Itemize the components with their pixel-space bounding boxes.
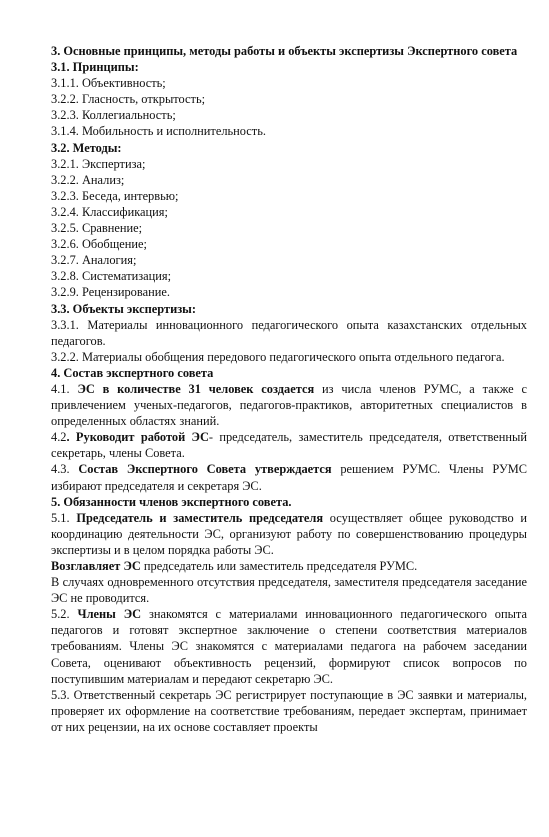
principle-item: 3.1.1. Объективность; [51, 76, 166, 91]
principle-item: 3.1.4. Мобильность и исполнительность. [51, 124, 266, 139]
principle-item: 3.2.2. Гласность, открытость; [51, 92, 206, 107]
paragraph-4-1: 4.1. ЭС в количестве 31 человек создается из числа членов РУМС, а также с привлечением ученых-педагогов, педагогов-практиков, авторитетных специалистов в определенных областях знаний. [51, 381, 527, 429]
section-3-heading: 3. Основные принципы, методы работы и объекты экспертизы Экспертного совета [51, 44, 518, 58]
paragraph-3-3-1: 3.3.1. Материалы инновационного педагогического опыта казахстанских отдельных педагогов. [51, 317, 527, 348]
method-item: 3.2.8. Систематизация; [51, 269, 172, 284]
principle-item: 3.2.3. Коллегиальность; [51, 108, 176, 123]
section-4-heading: 4. Состав экспертного совета [51, 365, 214, 380]
method-item: 3.2.5. Сравнение; [51, 221, 143, 236]
paragraph-5-2: 5.2. Члены ЭС знакомятся с материалами инновационного педагогического опыта педагогов и готовят экспертное заключение о степени соответствия материалов требованиям. Члены ЭС знакомятся с материалами педагога на рабочем заседании Совета, оценивают объективность рецензий, формируют список вопросов по поступившим материалам и передают секретарю ЭС. [51, 607, 527, 686]
paragraph-5-1-head: Возглавляет ЭС председатель или заместитель председателя РУМС. [51, 559, 418, 573]
method-item: 3.2.4. Классификация; [51, 204, 168, 219]
paragraph-5-3: 5.3. Ответственный секретарь ЭС регистрирует поступающие в ЭС заявки и материалы, проверяет их оформление на соответствие требованиям, передает экспертам, принимает от них рецензии, на их основе составляет проекты [51, 687, 527, 734]
method-item: 3.2.9. Рецензирование. [51, 285, 170, 300]
method-item: 3.2.2. Анализ; [51, 172, 125, 187]
method-item: 3.2.6. Обобщение; [51, 237, 147, 252]
paragraph-3-2-2: 3.2.2. Материалы обобщения передового педагогического опыта отдельного педагога. [51, 349, 505, 364]
section-3-3-heading: 3.3. Объекты экспертизы: [51, 301, 196, 316]
method-item: 3.2.3. Беседа, интервью; [51, 188, 179, 203]
paragraph-5-1: 5.1. Председатель и заместитель председателя осуществляет общее руководство и координацию деятельности ЭС, организуют работу по совершенствованию процедуры экспертизы и в целом порядка работы ЭС. [51, 510, 527, 557]
section-3-1-heading: 3.1. Принципы: [51, 60, 139, 75]
paragraph-5-1-absence: В случаях одновременного отсутствия председателя, заместителя председателя заседание ЭС не проводится. [51, 575, 527, 606]
method-item: 3.2.7. Аналогия; [51, 253, 137, 268]
section-3-2-heading: 3.2. Методы: [51, 140, 122, 155]
method-item: 3.2.1. Экспертиза; [51, 156, 146, 171]
paragraph-4-2: 4.2. Руководит работой ЭС- председатель, заместитель председателя, ответственный секретарь, члены Совета. [51, 430, 527, 461]
section-5-heading: 5. Обязанности членов экспертного совета. [51, 494, 292, 509]
paragraph-4-3: 4.3. Состав Экспертного Совета утверждается решением РУМС. Члены РУМС избирают председателя и секретаря ЭС. [51, 462, 528, 493]
